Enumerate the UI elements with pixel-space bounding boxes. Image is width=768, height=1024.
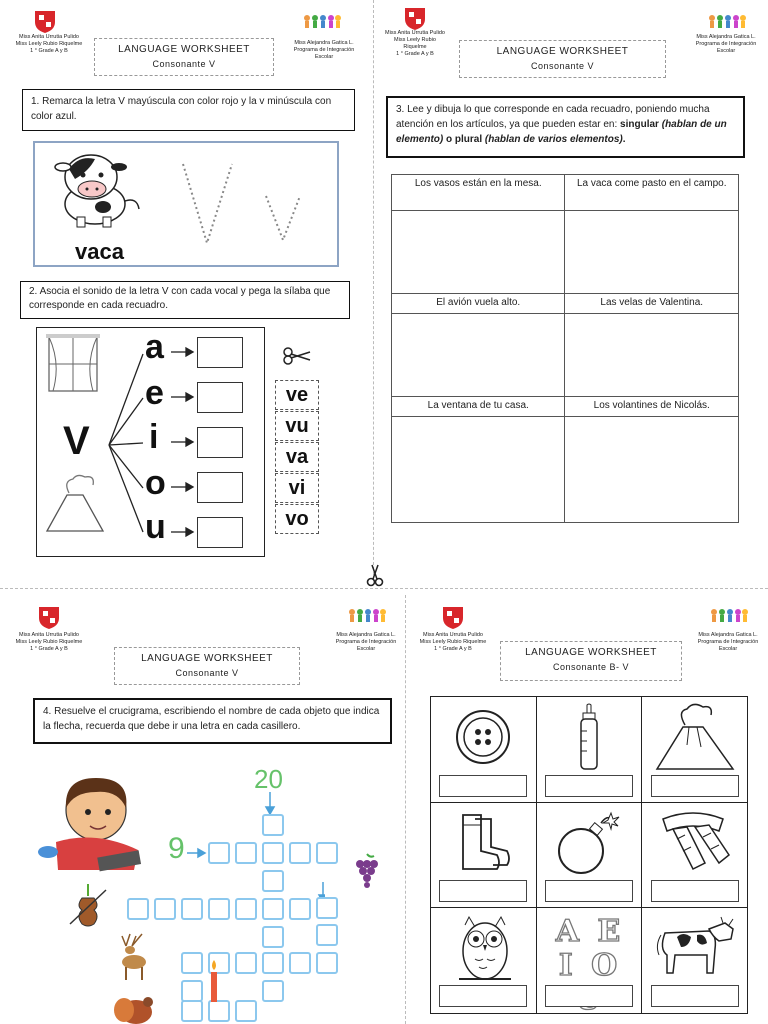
child-reading-icon xyxy=(38,770,150,880)
bomb-icon xyxy=(551,809,621,879)
crossword-cell[interactable] xyxy=(262,926,284,948)
drawing-cell[interactable] xyxy=(392,417,565,523)
syllable-box-i[interactable] xyxy=(197,427,243,458)
pie-logo-icon xyxy=(303,14,341,30)
association-arrows xyxy=(107,340,147,550)
pie-program-text: Miss Alejandra Gatica L. Programa de Integración Escolar xyxy=(695,34,757,54)
answer-box[interactable] xyxy=(439,880,527,902)
crossword-cell[interactable] xyxy=(262,952,284,974)
instruction-2: 2. Asocia el sonido de la letra V con cada vocal y pega la sílaba que corresponde en cada recuadro. xyxy=(20,281,350,319)
school-crest-icon xyxy=(402,5,428,31)
crossword-cell[interactable] xyxy=(262,898,284,920)
baby-bottle-icon xyxy=(577,703,601,771)
school-crest-icon xyxy=(32,8,58,34)
cut-scissors-icon xyxy=(282,346,312,366)
answer-box[interactable] xyxy=(545,985,633,1007)
violin-icon xyxy=(68,880,108,930)
answer-box[interactable] xyxy=(545,775,633,797)
clue-number-9: 9 xyxy=(168,832,185,865)
trace-letter-lowercase-v xyxy=(263,193,303,243)
answer-box[interactable] xyxy=(545,880,633,902)
vowel-o: o xyxy=(145,464,166,502)
association-panel xyxy=(36,327,265,557)
picture-grid xyxy=(430,696,748,1014)
boots-icon xyxy=(453,811,517,875)
teacher-names: Miss Anita Urrutia Pulido Miss Leely Rubio Riquelme 1 ° Grade A y B xyxy=(385,30,445,57)
syllable-box-o[interactable] xyxy=(197,472,243,503)
drawing-cell[interactable] xyxy=(565,314,739,397)
crossword-cell[interactable] xyxy=(316,897,338,919)
syllable-card-vo[interactable]: vo xyxy=(275,504,319,534)
crossword-cell[interactable] xyxy=(262,980,284,1002)
owl-icon xyxy=(455,913,515,983)
window-icon xyxy=(45,333,101,395)
sentence-cell: La ventana de tu casa. xyxy=(392,397,565,417)
volcano-icon xyxy=(43,473,107,533)
syllable-card-ve[interactable]: ve xyxy=(275,380,319,410)
crossword-cell[interactable] xyxy=(154,898,176,920)
instruction-4: 4. Resuelve el crucigrama, escribiendo el nombre de cada objeto que indica la flecha, recuerda que debe ir una letra en cada casillero. xyxy=(33,698,392,744)
page-divider-vertical-top xyxy=(373,0,374,580)
teacher-names: Miss Anita Urrutia Pulido Miss Leely Rubio Riquelme 1 ° Grade A y B xyxy=(15,632,83,652)
volcano-icon xyxy=(653,701,737,771)
crossword-cell[interactable] xyxy=(289,842,311,864)
syllable-box-u[interactable] xyxy=(197,517,243,548)
pie-program-text: Miss Alejandra Gatica L. Programa de Integración Escolar xyxy=(697,632,759,652)
syllable-card-va[interactable]: va xyxy=(275,442,319,472)
cow-icon xyxy=(653,915,737,979)
worksheet-title-box: LANGUAGE WORKSHEET Consonante B- V xyxy=(500,641,682,681)
cow-icon xyxy=(53,149,148,231)
vowel-u: u xyxy=(145,508,166,546)
worksheet-title-box: LANGUAGE WORKSHEET Consonante V xyxy=(114,647,300,685)
school-crest-icon xyxy=(36,604,62,630)
pie-logo-icon xyxy=(708,14,746,30)
button-icon xyxy=(453,707,513,767)
crossword-cell[interactable] xyxy=(316,924,338,946)
crossword-cell[interactable] xyxy=(262,842,284,864)
sentence-cell: La vaca come pasto en el campo. xyxy=(565,175,739,211)
crossword-cell[interactable] xyxy=(208,898,230,920)
syllable-box-a[interactable] xyxy=(197,337,243,368)
vowel-e: e xyxy=(145,374,164,412)
crossword-cell[interactable] xyxy=(235,1000,257,1022)
answer-box[interactable] xyxy=(651,880,739,902)
drawing-cell[interactable] xyxy=(565,211,739,294)
trace-panel xyxy=(33,141,339,267)
vowel-a: a xyxy=(145,328,164,366)
crossword-cell[interactable] xyxy=(235,952,257,974)
sentence-cell: Los volantines de Nicolás. xyxy=(565,397,739,417)
teacher-names: Miss Anita Urrutia Pulido Miss Leely Rubio Riquelme 1 ° Grade A y B xyxy=(419,632,487,652)
crossword-cell[interactable] xyxy=(235,898,257,920)
drawing-cell[interactable] xyxy=(565,417,739,523)
syllable-box-e[interactable] xyxy=(197,382,243,413)
school-crest-icon xyxy=(440,604,466,630)
syllable-card-vi[interactable]: vi xyxy=(275,473,319,503)
syllable-card-vu[interactable]: vu xyxy=(275,411,319,441)
crossword-cell[interactable] xyxy=(262,814,284,836)
pie-logo-icon xyxy=(710,608,748,624)
trace-letter-uppercase-v xyxy=(180,161,235,246)
answer-box[interactable] xyxy=(439,985,527,1007)
crossword-cell[interactable] xyxy=(316,952,338,974)
sentence-cell: Los vasos están en la mesa. xyxy=(392,175,565,211)
word-vaca: vaca xyxy=(75,239,124,264)
deer-icon xyxy=(112,932,152,982)
pie-program-text: Miss Alejandra Gatica L. Programa de Integración Escolar xyxy=(293,40,355,60)
vowel-letters-picture: A E I O xyxy=(555,914,625,983)
crossword-cell[interactable] xyxy=(235,842,257,864)
vowel-arrows xyxy=(169,340,195,540)
worksheet-title-box: LANGUAGE WORKSHEET Consonante V xyxy=(94,38,274,76)
crossword-cell[interactable] xyxy=(181,898,203,920)
instruction-3: 3. Lee y dibuja lo que corresponde en cada recuadro, poniendo mucha atención en los artículos, ya que pueden estar en: singular (hablan de un elemento) o plural (hablan de varios elementos). xyxy=(386,96,745,158)
pie-logo-icon xyxy=(348,608,386,624)
sentence-cell: El avión vuela alto. xyxy=(392,294,565,314)
big-letter-v: V xyxy=(63,419,90,463)
turkey-icon xyxy=(110,992,160,1024)
worksheet-title-box: LANGUAGE WORKSHEET Consonante V xyxy=(459,40,666,78)
scarf-icon xyxy=(653,809,733,879)
page-divider-vertical-bottom xyxy=(405,595,406,1024)
crossword-cell[interactable] xyxy=(262,870,284,892)
drawing-cell[interactable] xyxy=(392,314,565,397)
crossword-cell[interactable] xyxy=(181,1000,203,1022)
vowel-i: i xyxy=(149,418,159,456)
crossword-cell[interactable] xyxy=(181,952,203,974)
candle-icon xyxy=(206,958,222,1004)
instruction-1: 1. Remarca la letra V mayúscula con color rojo y la v minúscula con color azul. xyxy=(22,89,355,131)
grapes-icon xyxy=(352,852,382,890)
crossword-cell[interactable] xyxy=(181,980,203,1002)
teacher-names: Miss Anita Urrutia Pulido Miss Leely Rubio Riquelme 1 ° Grade A y B xyxy=(15,34,83,54)
answer-box[interactable] xyxy=(439,775,527,797)
crossword-cell[interactable] xyxy=(208,842,230,864)
answer-box[interactable] xyxy=(651,775,739,797)
pie-program-text: Miss Alejandra Gatica L. Programa de Integración Escolar xyxy=(335,632,397,652)
crossword-cell[interactable] xyxy=(289,898,311,920)
drawing-table xyxy=(391,174,739,523)
drawing-cell[interactable] xyxy=(392,211,565,294)
crossword-cell[interactable] xyxy=(127,898,149,920)
page-divider-horizontal xyxy=(0,588,768,589)
crossword-cell[interactable] xyxy=(289,952,311,974)
sentence-cell: Las velas de Valentina. xyxy=(565,294,739,314)
answer-box[interactable] xyxy=(651,985,739,1007)
clue-number-20: 20 xyxy=(254,764,283,794)
crossword-cell[interactable] xyxy=(316,842,338,864)
scissors-icon xyxy=(366,563,384,587)
